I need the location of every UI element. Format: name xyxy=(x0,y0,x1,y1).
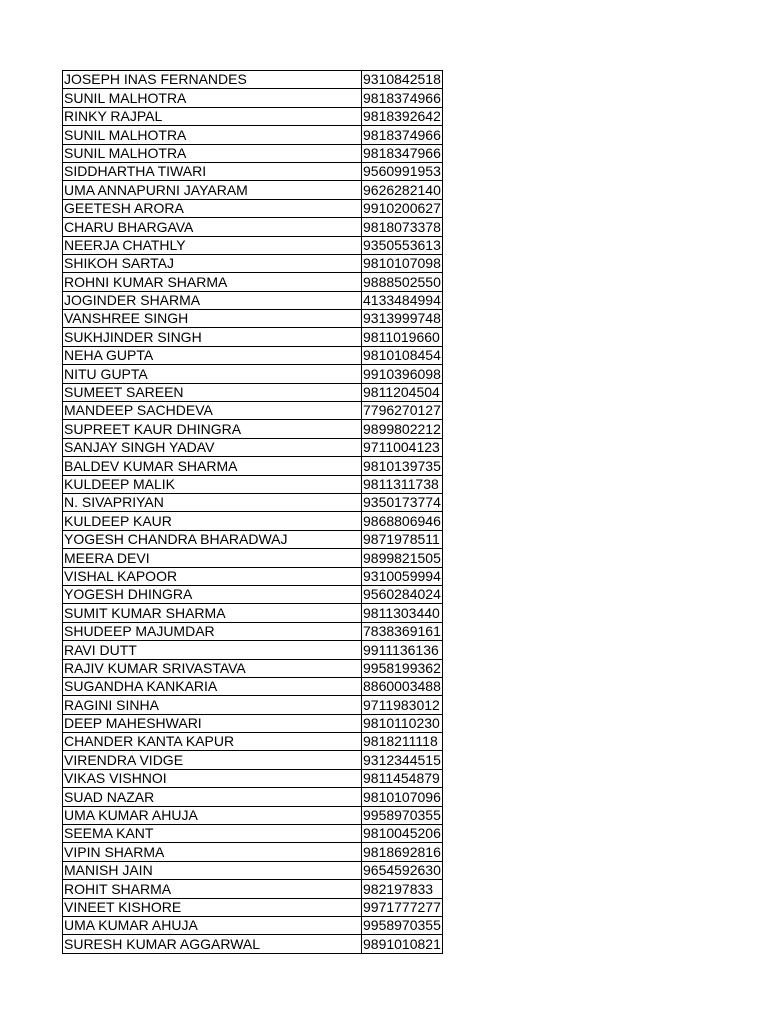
table-row xyxy=(63,641,443,659)
phone-cell: 9810107096 xyxy=(363,788,441,805)
table-row xyxy=(63,751,443,769)
phone-cell: 9899821505 xyxy=(363,549,441,566)
phone-cell: 9818347966 xyxy=(363,144,441,161)
name-cell: SUAD NAZAR xyxy=(63,788,362,806)
table-row xyxy=(63,769,443,787)
contact-table-body xyxy=(63,71,443,954)
table-row xyxy=(63,475,443,493)
name-cell: DEEP MAHESHWARI xyxy=(63,714,362,732)
table-row xyxy=(63,438,443,456)
phone-cell: 7796270127 xyxy=(363,402,441,419)
phone-cell: 9626282140 xyxy=(363,181,441,198)
phone-cell: 9818374966 xyxy=(363,126,441,143)
phone-cell: 9560991953 xyxy=(363,163,441,180)
table-row xyxy=(63,806,443,824)
table-row xyxy=(63,714,443,732)
name-cell: GEETESH ARORA xyxy=(63,199,362,217)
name-cell: ROHNI KUMAR SHARMA xyxy=(63,273,362,291)
phone-cell: 9868806946 xyxy=(363,512,441,529)
phone-cell: 9350173774 xyxy=(363,494,441,511)
table-row xyxy=(63,622,443,640)
table-row xyxy=(63,530,443,548)
name-cell: SHUDEEP MAJUMDAR xyxy=(63,622,362,640)
table-row xyxy=(63,218,443,236)
table-row xyxy=(63,328,443,346)
table-row xyxy=(63,733,443,751)
name-cell: MANDEEP SACHDEVA xyxy=(63,402,362,420)
table-row xyxy=(63,310,443,328)
name-cell: ROHIT SHARMA xyxy=(63,880,362,898)
phone-cell: 9891010821 xyxy=(363,935,441,952)
table-row xyxy=(63,402,443,420)
table-row xyxy=(63,880,443,898)
table-row xyxy=(63,916,443,934)
phone-cell: 9911136136 xyxy=(362,641,443,659)
table-row xyxy=(63,677,443,695)
name-cell: VIRENDRA VIDGE xyxy=(63,751,362,769)
phone-cell: 9818392642 xyxy=(363,108,441,125)
table-row xyxy=(63,659,443,677)
phone-cell: 9810108454 xyxy=(363,347,441,364)
name-cell: JOGINDER SHARMA xyxy=(63,291,362,309)
name-cell: SUKHJINDER SINGH xyxy=(63,328,362,346)
phone-cell: 9818692816 xyxy=(363,843,441,860)
table-row xyxy=(63,383,443,401)
name-cell: SUMEET SAREEN xyxy=(63,383,362,401)
name-cell: RAJIV KUMAR SRIVASTAVA xyxy=(63,659,362,677)
table-row xyxy=(63,567,443,585)
phone-cell: 9310842518 xyxy=(363,71,441,88)
name-cell: CHARU BHARGAVA xyxy=(63,218,362,236)
phone-cell: 9310059994 xyxy=(363,567,441,584)
table-row xyxy=(63,512,443,530)
phone-cell: 9654592630 xyxy=(363,862,441,879)
table-row xyxy=(63,365,443,383)
name-cell: VINEET KISHORE xyxy=(63,898,362,916)
table-row xyxy=(63,585,443,603)
name-cell: MEERA DEVI xyxy=(63,549,362,567)
name-cell: SANJAY SINGH YADAV xyxy=(63,438,362,456)
phone-cell: 9811303440 xyxy=(362,604,443,622)
contact-table xyxy=(62,70,443,954)
phone-cell: 9899802212 xyxy=(363,420,441,437)
name-cell: SUNIL MALHOTRA xyxy=(63,144,362,162)
phone-cell: 9811454879 xyxy=(362,769,443,787)
table-row xyxy=(63,273,443,291)
name-cell: KULDEEP MALIK xyxy=(63,475,362,493)
table-row xyxy=(63,107,443,125)
table-row xyxy=(63,254,443,272)
table-row xyxy=(63,420,443,438)
name-cell: YOGESH CHANDRA BHARADWAJ xyxy=(63,530,362,548)
phone-cell: 9350553613 xyxy=(363,236,441,253)
name-cell: SUNIL MALHOTRA xyxy=(63,89,362,107)
name-cell: N. SIVAPRIYAN xyxy=(63,493,362,511)
phone-cell: 9560284024 xyxy=(363,586,441,603)
name-cell: RAGINI SINHA xyxy=(63,696,362,714)
phone-cell: 9888502550 xyxy=(363,273,441,290)
table-row xyxy=(63,162,443,180)
phone-cell: 9711983012 xyxy=(362,696,443,714)
table-row xyxy=(63,493,443,511)
table-row xyxy=(63,89,443,107)
phone-cell: 9811019660 xyxy=(362,328,443,346)
name-cell: UMA KUMAR AHUJA xyxy=(63,806,362,824)
name-cell: SHIKOH SARTAJ xyxy=(63,254,362,272)
name-cell: SUNIL MALHOTRA xyxy=(63,126,362,144)
phone-cell: 9910396098 xyxy=(363,365,441,382)
table-row xyxy=(63,144,443,162)
phone-cell: 9818073378 xyxy=(363,218,441,235)
name-cell: VISHAL KAPOOR xyxy=(63,567,362,585)
name-cell: VIKAS VISHNOI xyxy=(63,769,362,787)
phone-cell: 9313999748 xyxy=(363,310,441,327)
table-row xyxy=(63,696,443,714)
table-row xyxy=(63,457,443,475)
name-cell: KULDEEP KAUR xyxy=(63,512,362,530)
name-cell: UMA ANNAPURNI JAYARAM xyxy=(63,181,362,199)
name-cell: VANSHREE SINGH xyxy=(63,310,362,328)
name-cell: SEEMA KANT xyxy=(63,825,362,843)
phone-cell: 9811204504 xyxy=(362,383,443,401)
table-row xyxy=(63,126,443,144)
table-row xyxy=(63,199,443,217)
name-cell: RAVI DUTT xyxy=(63,641,362,659)
phone-cell: 9958970355 xyxy=(363,807,441,824)
name-cell: SIDDHARTHA TIWARI xyxy=(63,162,362,180)
table-row xyxy=(63,346,443,364)
name-cell: BALDEV KUMAR SHARMA xyxy=(63,457,362,475)
name-cell: YOGESH DHINGRA xyxy=(63,585,362,603)
phone-cell: 9958970355 xyxy=(363,917,441,934)
table-row xyxy=(63,861,443,879)
phone-cell: 9871978511 xyxy=(362,530,443,548)
table-row xyxy=(63,825,443,843)
table-row xyxy=(63,788,443,806)
table-row xyxy=(63,843,443,861)
phone-cell: 9910200627 xyxy=(363,200,441,217)
name-cell: MANISH JAIN xyxy=(63,861,362,879)
table-row xyxy=(63,181,443,199)
table-row xyxy=(63,71,443,89)
phone-cell: 9810110230 xyxy=(362,714,443,732)
name-cell: NEHA GUPTA xyxy=(63,346,362,364)
table-row xyxy=(63,549,443,567)
table-row xyxy=(63,604,443,622)
name-cell: VIPIN SHARMA xyxy=(63,843,362,861)
name-cell: SURESH KUMAR AGGARWAL xyxy=(63,935,362,953)
name-cell: JOSEPH INAS FERNANDES xyxy=(63,71,362,89)
phone-cell: 9958199362 xyxy=(363,659,441,676)
phone-cell: 8860003488 xyxy=(363,678,441,695)
name-cell: SUGANDHA KANKARIA xyxy=(63,677,362,695)
phone-cell: 9810139735 xyxy=(363,457,441,474)
name-cell: CHANDER KANTA KAPUR xyxy=(63,733,362,751)
phone-cell: 9711004123 xyxy=(362,438,443,456)
table-row xyxy=(63,935,443,953)
name-cell: SUPREET KAUR DHINGRA xyxy=(63,420,362,438)
phone-cell: 7838369161 xyxy=(363,623,441,640)
table-row xyxy=(63,291,443,309)
phone-cell: 9971777277 xyxy=(363,898,441,915)
name-cell: NEERJA CHATHLY xyxy=(63,236,362,254)
phone-cell: 9811311738 xyxy=(362,475,443,493)
phone-cell: 9810107098 xyxy=(363,255,441,272)
phone-cell: 9312344515 xyxy=(363,751,441,768)
phone-cell: 9818211118 xyxy=(362,733,443,751)
phone-cell: 4133484994 xyxy=(363,292,441,309)
table-row xyxy=(63,898,443,916)
name-cell: NITU GUPTA xyxy=(63,365,362,383)
name-cell: SUMIT KUMAR SHARMA xyxy=(63,604,362,622)
phone-cell: 9810045206 xyxy=(363,825,441,842)
name-cell: UMA KUMAR AHUJA xyxy=(63,916,362,934)
phone-cell: 982197833 xyxy=(362,880,443,898)
table-row xyxy=(63,236,443,254)
name-cell: RINKY RAJPAL xyxy=(63,107,362,125)
phone-cell: 9818374966 xyxy=(363,89,441,106)
